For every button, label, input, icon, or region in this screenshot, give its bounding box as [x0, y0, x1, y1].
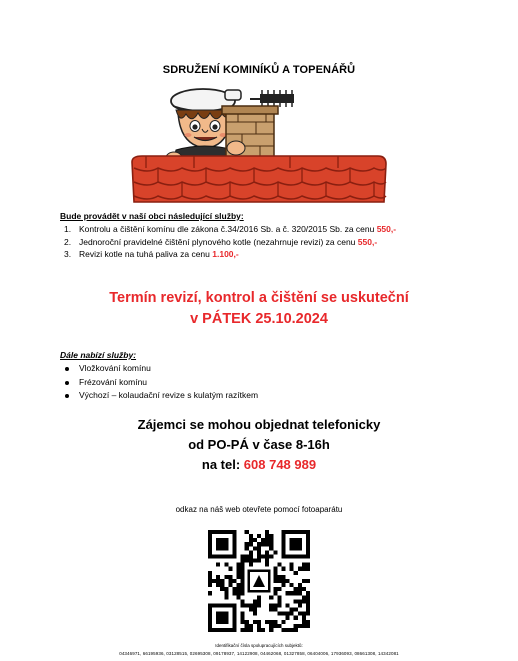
service-text: Revizi kotle na tuhá paliva za cenu — [79, 249, 213, 259]
more-services-heading: Dále nabízí služby: — [60, 350, 137, 360]
chimney-sweep-icon — [128, 84, 390, 204]
brush — [250, 90, 294, 107]
more-services-list — [60, 362, 258, 403]
list-item — [60, 248, 396, 261]
price: 550,- — [357, 236, 378, 247]
face — [176, 110, 232, 148]
list-item: Výchozí – kolaudační revize s kulatým razítkem — [60, 389, 258, 403]
list-item: Vložkování komínu — [60, 362, 258, 376]
qr-instruction: odkaz na náš web otevřete pomocí fotoaparátu — [175, 505, 343, 514]
price: 550,- — [376, 224, 397, 234]
contact-line: Zájemci se mohou objednat telefonicky — [137, 417, 381, 432]
contact-phone-line — [0, 455, 518, 475]
list-number: 2. — [64, 236, 72, 247]
phone-label: na tel: — [201, 457, 244, 472]
list-number: 1. — [64, 224, 72, 234]
list-number: 3. — [64, 249, 72, 259]
qr-code-icon[interactable] — [208, 530, 310, 632]
list-item — [60, 223, 396, 236]
footer-ids: 04346971, 66195936, 03128515, 02695308, 09178937, 14122908, 04462068, 01327858, 06404006, 17936093, 08661308, 14342081 — [119, 651, 399, 656]
phone-number[interactable]: 608 748 989 — [243, 457, 317, 472]
services-list — [60, 223, 396, 261]
services-heading: Bude provádět v naší obci následující služby: — [60, 211, 244, 221]
list-item — [60, 236, 396, 249]
organization-title: SDRUŽENÍ KOMINÍKŮ A TOPENÁŘŮ — [162, 64, 356, 76]
footer-caption: Identifikační čísla spolupracujících subjektů: — [215, 643, 303, 648]
term-date: v PÁTEK 25.10.2024 — [190, 311, 328, 327]
service-text: Jednoroční pravidelné čištění plynového kotle (nezahrnuje revizi) za cenu — [79, 236, 358, 247]
price: 1.100,- — [212, 249, 239, 259]
contact-hours: od PO-PÁ v čase 8-16h — [188, 437, 330, 452]
roof — [132, 156, 386, 202]
term-heading: Termín revizí, kontrol a čištění se uskuteční — [109, 290, 409, 306]
service-text: Kontrolu a čištění komínu dle zákona č.34/2016 Sb. a č. 320/2015 Sb. za cenu — [79, 224, 377, 234]
list-item: Frézování komínu — [60, 376, 258, 390]
